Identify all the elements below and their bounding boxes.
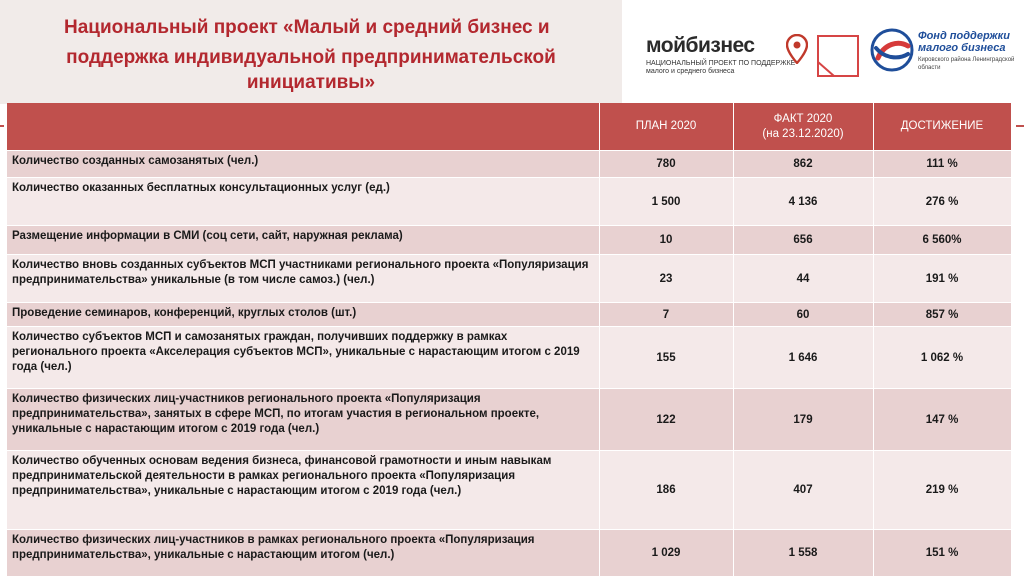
indicator-cell: Количество физических лиц-участников регионального проекта «Популяризация предпринимательства», занятых в сфере МСП, по итогам участия в региональном проекте, уникальные с нарастающим итогом с 2019 года (чел.) [7,389,599,451]
header-fact [733,103,873,151]
indicator-cell: Количество физических лиц-участников в рамках регионального проекта «Популяризация предпринимательства», уникальные с нарастающим итогом (чел.) [7,530,599,576]
fund-subtitle: Кировского района Ленинградской области [918,57,1015,71]
header-indicator [7,103,599,151]
plan-cell: 780 [599,151,733,178]
moibiznes-subtitle: НАЦИОНАЛЬНЫЙ ПРОЕКТ ПО ПОДДЕРЖКЕ малого и среднего бизнеса [646,60,796,75]
page-title [0,14,622,97]
fact-cell: 1 558 [733,530,873,576]
table-row [7,255,1011,303]
table-row [7,151,1011,178]
indicator-cell: Количество вновь созданных субъектов МСП участниками регионального проекта «Популяризация предпринимательства» уникальные (в том числе самоз.) (чел.) [7,255,599,303]
results-table [7,103,1012,576]
achievement-cell: 219 % [873,451,1011,530]
fund-name: Фонд поддержки малого бизнеса [918,30,1010,54]
achievement-cell: 191 % [873,255,1011,303]
moibiznes-wordmark: мойбизнес [646,34,755,57]
national-projects-logo [814,32,862,80]
fact-cell: 60 [733,303,873,327]
fact-cell: 1 646 [733,327,873,389]
table-row [7,389,1011,451]
fact-cell: 862 [733,151,873,178]
title-line-3: инициативы» [246,72,376,93]
plan-cell: 10 [599,226,733,255]
indicator-cell: Размещение информации в СМИ (соц сети, сайт, наружная реклама) [7,226,599,255]
location-pin-icon [786,34,808,64]
left-accent-line [0,125,4,127]
fund-logo [868,24,1024,84]
plan-cell: 1 500 [599,178,733,226]
table-row [7,226,1011,255]
right-accent-line [1016,125,1024,127]
title-line-2: поддержка индивидуальной предпринимательской [66,47,556,68]
achievement-cell: 857 % [873,303,1011,327]
table-row [7,178,1011,226]
title-line-1: Национальный проект «Малый и средний бизнес и [64,17,550,38]
plan-cell: 155 [599,327,733,389]
indicator-cell: Количество созданных самозанятых (чел.) [7,151,599,178]
table-row [7,327,1011,389]
achievement-cell: 6 560% [873,226,1011,255]
fund-text [918,30,1024,72]
fund-emblem-icon [868,24,916,78]
achievement-cell: 147 % [873,389,1011,451]
fact-cell: 179 [733,389,873,451]
title-panel [0,0,622,104]
achievement-cell: 111 % [873,151,1011,178]
indicator-cell: Количество оказанных бесплатных консультационных услуг (ед.) [7,178,599,226]
plan-cell: 7 [599,303,733,327]
header-plan: ПЛАН 2020 [599,103,733,151]
plan-cell: 122 [599,389,733,451]
header-achievement: ДОСТИЖЕНИЕ [873,103,1011,151]
table-row [7,530,1011,576]
indicator-cell: Количество обученных основам ведения бизнеса, финансовой грамотности и иным навыкам предпринимательской деятельности в рамках регионального проекта «Популяризация предпринимательства», уникальные с нарастающим итогом с 2019 года (чел.) [7,451,599,530]
indicator-cell: Количество субъектов МСП и самозанятых граждан, получивших поддержку в рамках регионального проекта «Акселерация субъектов МСП», уникальные с нарастающим итогом с 2019 года (чел.) [7,327,599,389]
header-fact-label: ФАКТ 2020 (на 23.12.2020) [762,112,844,140]
plan-cell: 186 [599,451,733,530]
logos-area [636,14,1024,104]
plan-cell: 1 029 [599,530,733,576]
table-row [7,303,1011,327]
fact-cell: 4 136 [733,178,873,226]
plan-cell: 23 [599,255,733,303]
achievement-cell: 151 % [873,530,1011,576]
fact-cell: 44 [733,255,873,303]
indicator-cell: Проведение семинаров, конференций, круглых столов (шт.) [7,303,599,327]
fact-cell: 656 [733,226,873,255]
fact-cell: 407 [733,451,873,530]
achievement-cell: 276 % [873,178,1011,226]
table-header-row [7,103,1011,151]
table-row [7,451,1011,530]
achievement-cell: 1 062 % [873,327,1011,389]
